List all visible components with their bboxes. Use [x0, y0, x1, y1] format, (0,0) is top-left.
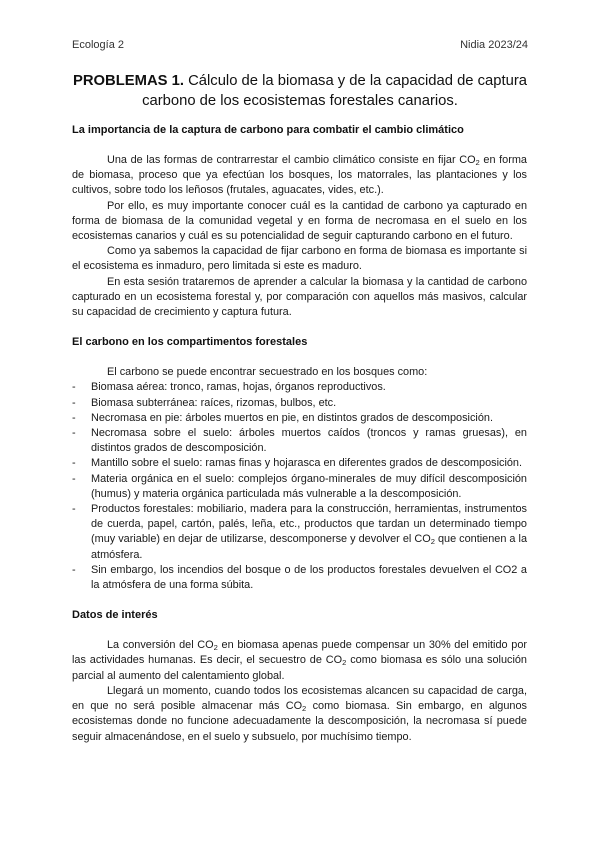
list-item: - Necromasa sobre el suelo: árboles muertos caídos (troncos y ramas gruesas), en distintos grados de descomposición.: [72, 427, 527, 455]
list-item: - Mantillo sobre el suelo: ramas finas y hojarasca en diferentes grados de descomposición.: [72, 457, 523, 470]
author-year: Nidia 2023/24: [460, 39, 528, 51]
document-body: [72, 123, 527, 745]
list-item: - Materia orgánica en el suelo: complejos órgano-minerales de muy difícil descomposición (humus) y materia orgánica particulada más vulnerable a la descomposición.: [72, 472, 527, 500]
title-bold: PROBLEMAS 1.: [72, 73, 184, 89]
paragraph-1: Una de las formas de contrarrestar el cambio climático consiste en fijar $CO_2$ en forma de biomasa, proceso que ya efectúan los bosques, los matorrales, las plantaciones y los cultivos, sobre todo los leñosos (frutales, aguacates, vides, etc.).: [72, 154, 527, 197]
section-heading-compartments: El carbono en los compartimentos forestales: [72, 336, 308, 349]
paragraph-3: Como ya sabemos la capacidad de fijar carbono en forma de biomasa es importante si el ecosistema es inmaduro, pero limitada si este es maduro.: [72, 245, 527, 273]
list-item: - Sin embargo, los incendios del bosque o de los productos forestales devuelven el CO2 a la atmósfera de una forma súbita.: [72, 563, 527, 592]
paragraph-4: En esta sesión trataremos de aprender a calcular la biomasa y la cantidad de carbono capturado en un ecosistema forestal y, por comparación con aquellos más masivos, calcular su capacidad de crecimiento y captura futura.: [72, 275, 527, 319]
list-intro: El carbono se puede encontrar secuestrado en los bosques como:: [107, 366, 428, 379]
list-item: - Biomasa aérea: tronco, ramas, hojas, órganos reproductivos.: [72, 381, 386, 394]
compartments-list: [72, 380, 527, 593]
course-name: Ecología 2: [72, 39, 124, 51]
page-header: [72, 38, 528, 54]
list-item: - Biomasa subterránea: raíces, rizomas, bulbos, etc.: [72, 396, 337, 409]
section-heading-importance: La importancia de la captura de carbono para combatir el cambio climático: [72, 124, 464, 136]
document-title: [72, 72, 528, 111]
list-item: - Productos forestales: mobiliario, madera para la construcción, herramientas, instrumentos de cuerda, papel, cartón, palés, leña, etc., productos que tardan un determinado tiempo (muy variable) en dejar de utilizarse, descomponerse y devolver el $CO_2$ que contienen a la atmósfera.: [72, 503, 528, 561]
section-heading-data: Datos de interés: [72, 609, 158, 622]
data-paragraph-1: La conversión del $CO_2$ en biomasa apenas puede compensar un 30% del emitido por las actividades humanas. Es decir, el secuestro de $CO_2$ como biomasa es sólo una solución parcial al aumento del calentamiento global.: [72, 639, 527, 682]
data-paragraph-2: Llegará un momento, cuando todos los ecosistemas alcancen su capacidad de carga, en que no será posible almacenar más $CO_2$ como biomasa. Sin embargo, en algunos ecosistemas donde no funcione adecuadamente la descomposición, la necromasa sí puede seguir almacenándose, en el suelo y subsuelo, por muchísimo tiempo.: [72, 684, 527, 743]
paragraph-2: Por ello, es muy importante conocer cuál es la cantidad de carbono ya capturado en forma de biomasa de la comunidad vegetal y en forma de necromasa en el suelo en los ecosistemas canarios y cuál es su potencialidad de seguir capturando carbono en el futuro.: [72, 199, 527, 243]
title-line2: carbono de los ecosistemas forestales canarios.: [142, 92, 458, 109]
list-item: - Necromasa en pie: árboles muertos en pie, en distintos grados de descomposición.: [72, 411, 493, 424]
title-line1: Cálculo de la biomasa y de la capacidad de captura: [183, 73, 527, 89]
